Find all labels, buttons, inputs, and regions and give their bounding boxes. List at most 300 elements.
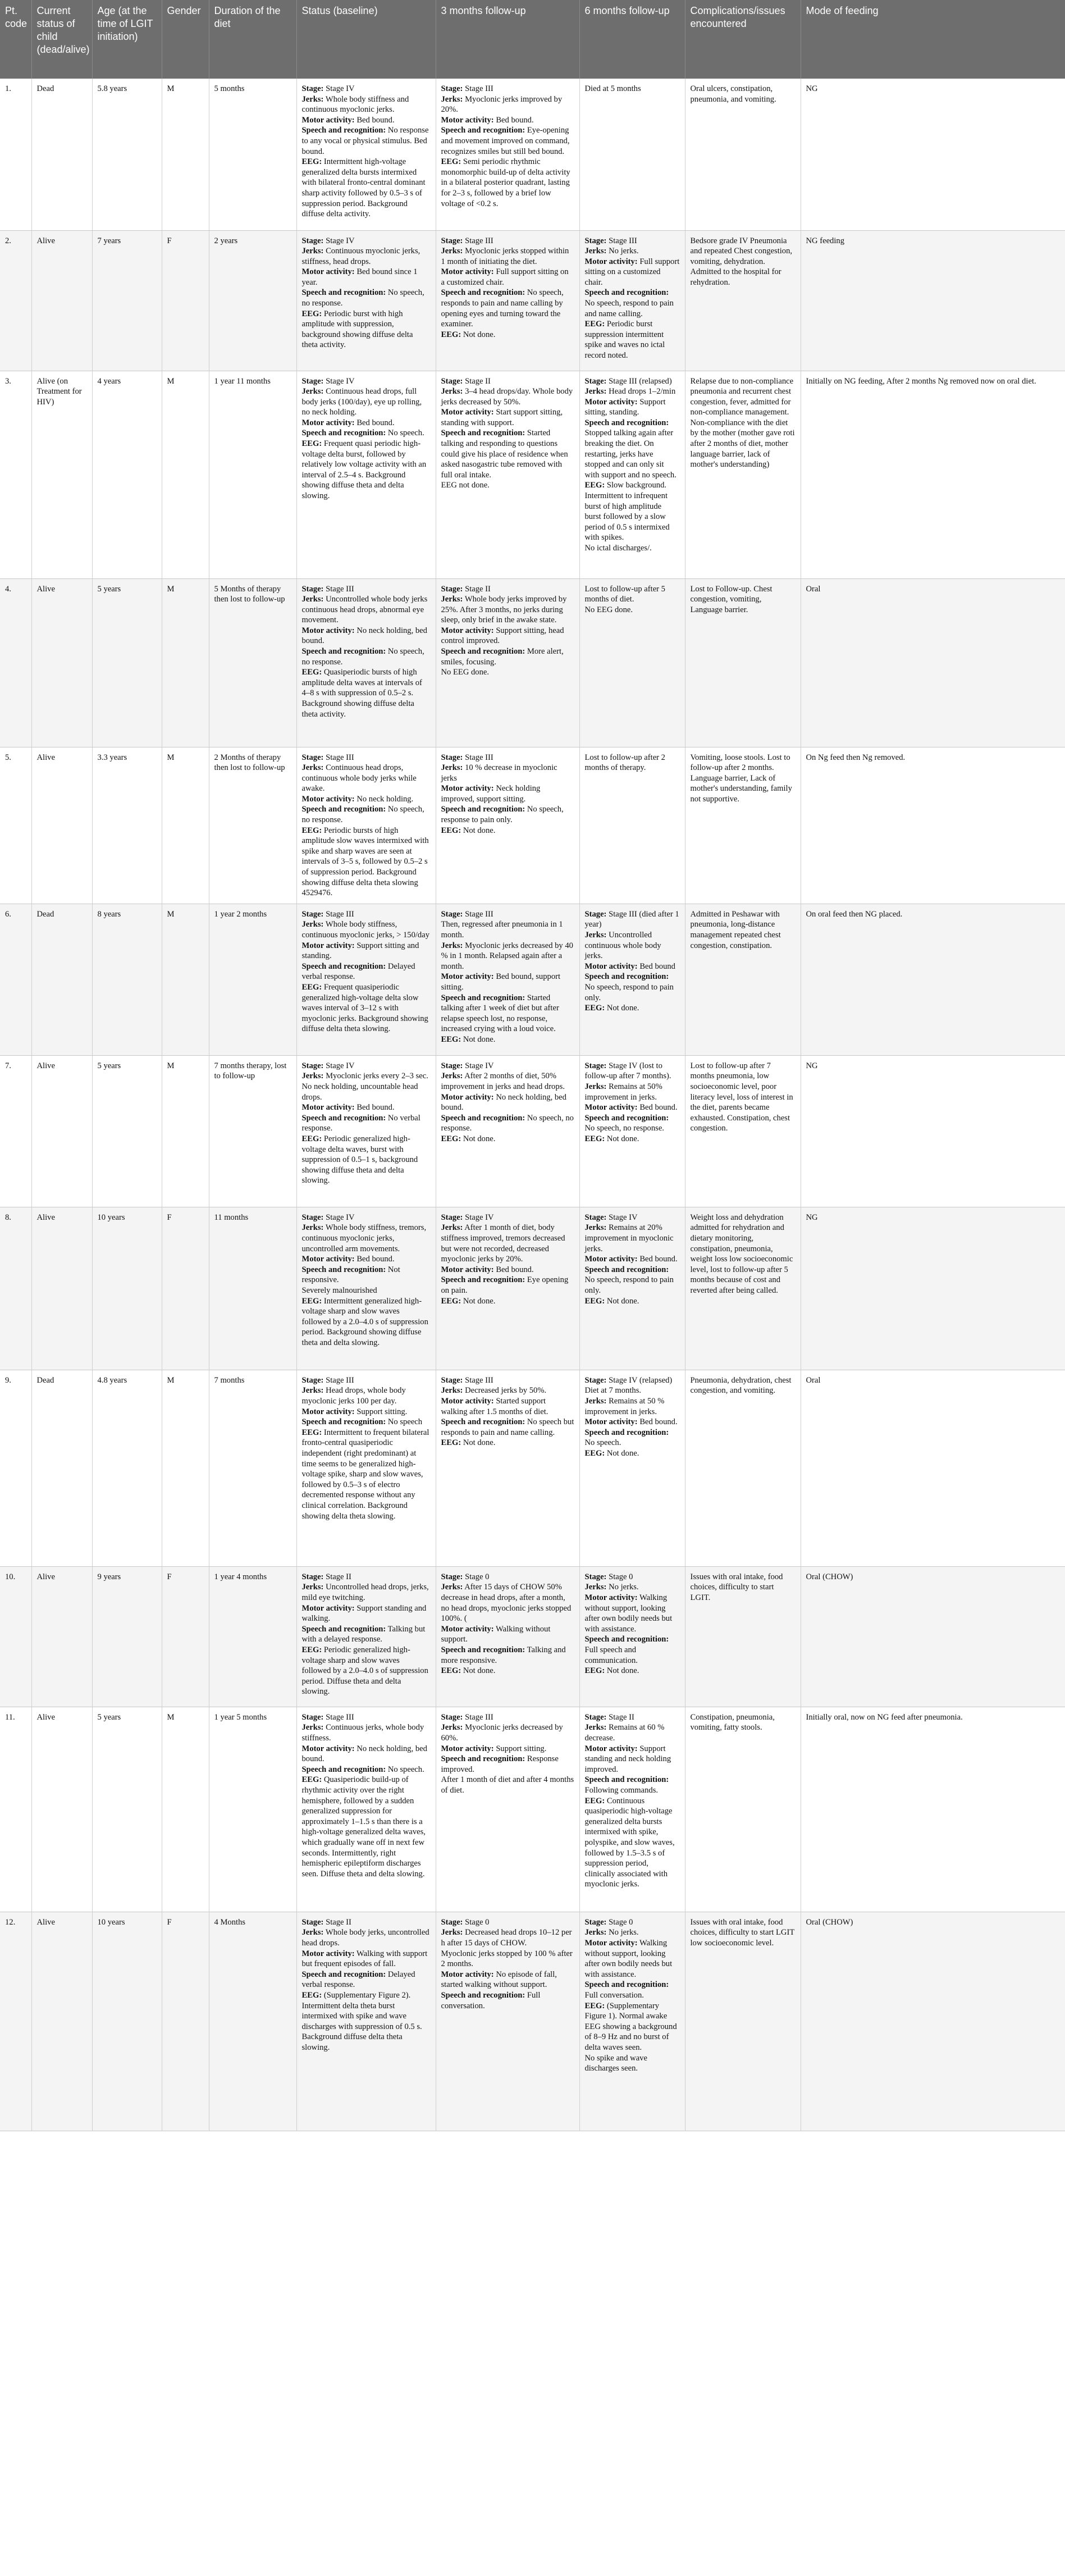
entry-label: Stage: bbox=[301, 84, 324, 93]
entry-text: Not done. bbox=[463, 1134, 496, 1143]
entry-text: After 1 month of diet, body stiffness improved, tremors decreased but were not recorded, decreased myoclonic jerks by 20%. bbox=[441, 1223, 565, 1264]
entry bbox=[585, 376, 680, 387]
cell-age: 5 years bbox=[92, 578, 162, 747]
cell-duration: 7 months bbox=[209, 1370, 296, 1566]
entry-label: Stage: bbox=[441, 909, 463, 919]
entry-label: Speech and recognition: bbox=[584, 418, 669, 427]
entry bbox=[302, 418, 431, 428]
entry-text: Delayed verbal response. bbox=[301, 961, 415, 982]
cell-m6 bbox=[579, 1707, 685, 1912]
table-row bbox=[0, 1207, 1065, 1370]
cell-complications: Relapse due to non-compliance pneumonia and recurrent chest congestion, fever, admitted for non-compliance management. Non-compliance with the diet by the mother (mother gave roti after 2 months of diet, mother language barrier, lack of mother's understanding) bbox=[685, 371, 801, 578]
entry-text: Whole body jerks, uncontrolled head drops. bbox=[301, 1928, 429, 1948]
entry-text: No speech, no response. bbox=[584, 1124, 664, 1133]
entry-text: Full support sitting on a customized chair. bbox=[584, 257, 680, 287]
cell-duration: 1 year 2 months bbox=[209, 904, 296, 1055]
entry bbox=[302, 1223, 431, 1254]
cell-gender: M bbox=[162, 904, 209, 1055]
entry-label: Stage: bbox=[301, 753, 324, 762]
entry bbox=[302, 386, 431, 418]
entry bbox=[302, 763, 431, 794]
entry-text: No spike and wave discharges seen. bbox=[584, 2053, 647, 2073]
entry-label: Motor activity: bbox=[301, 1603, 355, 1613]
entry-label: Speech and recognition: bbox=[441, 1417, 525, 1427]
entry-text: Periodic generalized high-voltage sharp and slow waves followed by a 2.0–4.0 s of suppression period. Diffuse theta and delta slowing. bbox=[301, 1645, 428, 1697]
entry-label: Stage: bbox=[584, 1212, 607, 1222]
table-row bbox=[0, 578, 1065, 747]
cell-gender: M bbox=[162, 747, 209, 904]
entry-text: Stage 0 bbox=[465, 1572, 490, 1581]
cell-code: 4. bbox=[0, 578, 31, 747]
entry bbox=[302, 667, 431, 719]
entry bbox=[441, 919, 574, 940]
entry-text: Bed bound. bbox=[356, 418, 395, 427]
entry-text: Stage II bbox=[465, 376, 491, 386]
entry-label: Jerks: bbox=[584, 247, 607, 256]
entry bbox=[441, 1666, 574, 1676]
cell-age: 10 years bbox=[92, 1207, 162, 1370]
entry-label: Motor activity: bbox=[584, 1103, 638, 1113]
col-header: Current status of child (dead/alive) bbox=[31, 0, 92, 79]
cell-age: 4 years bbox=[92, 371, 162, 578]
entry-text: Support sitting and standing. bbox=[301, 941, 419, 961]
entry-text: Start support sitting, standing with support. bbox=[441, 408, 563, 427]
entry bbox=[585, 1375, 680, 1396]
entry-label: Stage: bbox=[441, 236, 463, 245]
entry-text: Periodic generalized high-voltage delta waves, burst with suppression of 0.5–1 s, background showing diffuse theta and delta slowing. bbox=[301, 1134, 418, 1186]
table-body bbox=[0, 79, 1065, 2131]
cell-m3 bbox=[436, 747, 579, 904]
entry-label: Jerks: bbox=[301, 387, 324, 396]
entry bbox=[302, 1296, 431, 1348]
entry bbox=[441, 330, 574, 340]
entry-label: Speech and recognition: bbox=[301, 1969, 386, 1979]
entry bbox=[302, 794, 431, 805]
entry bbox=[585, 1134, 680, 1145]
entry-label: Jerks: bbox=[301, 94, 324, 104]
entry-label: Stage: bbox=[584, 1061, 607, 1070]
entry-label: Speech and recognition: bbox=[301, 961, 386, 971]
entry-label: Motor activity: bbox=[301, 1103, 355, 1113]
entry-label: Jerks: bbox=[301, 1072, 324, 1081]
entry-text: Stage II bbox=[326, 1572, 351, 1581]
entry-text: Support standing and neck holding improved. bbox=[584, 1744, 671, 1774]
entry-label: Motor activity: bbox=[441, 1744, 494, 1753]
entry bbox=[585, 909, 680, 930]
entry-text: Stage 0 bbox=[465, 1917, 490, 1927]
entry-label: Stage: bbox=[301, 909, 324, 919]
table-row bbox=[0, 747, 1065, 904]
cell-complications: Constipation, pneumonia, vomiting, fatty stools. bbox=[685, 1707, 801, 1912]
entry-label: Speech and recognition: bbox=[301, 805, 386, 814]
entry-label: Stage: bbox=[441, 753, 463, 762]
entry-text: Stage IV bbox=[326, 1061, 355, 1070]
cell-baseline bbox=[296, 578, 436, 747]
entry-text: No speech, no response. bbox=[441, 1113, 574, 1133]
entry bbox=[585, 84, 680, 94]
entry-text: Lost to follow-up after 5 months of diet. bbox=[584, 584, 665, 604]
entry-text: Intermittent generalized high-voltage sharp and slow waves followed by a 2.0–4.0 s of suppression period. Background showing diffuse theta and delta slowing. bbox=[301, 1296, 428, 1347]
entry-label: Jerks: bbox=[441, 595, 463, 604]
entry-text: Stage 0 bbox=[609, 1917, 633, 1927]
cell-m3 bbox=[436, 578, 579, 747]
entry bbox=[302, 267, 431, 288]
entry-text: Stage IV (lost to follow-up after 7 months). bbox=[584, 1061, 671, 1081]
entry-text: Not done. bbox=[606, 1004, 639, 1013]
entry-label: Jerks: bbox=[301, 247, 324, 256]
entry-label: Jerks: bbox=[441, 941, 463, 950]
entry bbox=[441, 1775, 574, 1795]
entry bbox=[302, 1428, 431, 1521]
entry-label: Stage: bbox=[584, 1375, 607, 1385]
entry-label: EEG: bbox=[301, 1775, 322, 1785]
entry bbox=[302, 1603, 431, 1624]
entry-text: Stage III bbox=[465, 753, 493, 762]
entry bbox=[302, 1744, 431, 1765]
entry bbox=[441, 1572, 574, 1583]
entry bbox=[441, 376, 574, 387]
entry bbox=[585, 1082, 680, 1102]
cell-age: 7 years bbox=[92, 230, 162, 371]
entry bbox=[302, 1969, 431, 1990]
entry-text: No speech. bbox=[584, 1438, 621, 1448]
entry-label: Speech and recognition: bbox=[441, 993, 525, 1002]
cell-baseline bbox=[296, 230, 436, 371]
entry bbox=[585, 972, 680, 1003]
entry-label: EEG: bbox=[301, 1428, 322, 1437]
entry-label: Speech and recognition: bbox=[301, 1624, 386, 1634]
entry-label: Stage: bbox=[584, 1712, 607, 1722]
entry bbox=[585, 2053, 680, 2074]
cell-status: Alive bbox=[31, 747, 92, 904]
entry bbox=[302, 115, 431, 126]
cell-m6 bbox=[579, 1912, 685, 2131]
col-header: Complications/issues encountered bbox=[685, 0, 801, 79]
entry-text: Stage III bbox=[465, 909, 493, 919]
entry bbox=[585, 1061, 680, 1082]
entry-label: Jerks: bbox=[584, 1583, 607, 1592]
entry-text: Walking with support but frequent episodes of fall. bbox=[301, 1949, 428, 1969]
entry bbox=[441, 646, 574, 667]
entry-label: Motor activity: bbox=[584, 1939, 638, 1948]
entry bbox=[585, 257, 680, 288]
entry bbox=[441, 115, 574, 126]
cell-age: 3.3 years bbox=[92, 747, 162, 904]
cell-feeding: Oral (CHOW) bbox=[801, 1566, 1065, 1707]
entry-label: Jerks: bbox=[301, 1386, 324, 1396]
entry-text: Started support walking after 1.5 months of diet. bbox=[441, 1397, 549, 1416]
entry-label: Speech and recognition: bbox=[584, 1113, 669, 1123]
entry-label: Speech and recognition: bbox=[441, 1275, 525, 1285]
entry-label: EEG: bbox=[584, 320, 605, 329]
entry bbox=[585, 1582, 680, 1593]
cell-age: 5.8 years bbox=[92, 79, 162, 230]
entry-text: Stage IV (relapsed) Diet at 7 months. bbox=[584, 1375, 673, 1396]
entry-text: Stage III (relapsed) bbox=[609, 376, 672, 386]
cell-feeding: NG bbox=[801, 1207, 1065, 1370]
entry bbox=[585, 397, 680, 418]
table-row bbox=[0, 1370, 1065, 1566]
entry-text: No speech bbox=[387, 1417, 423, 1427]
cell-m3 bbox=[436, 904, 579, 1055]
cell-m6 bbox=[579, 1370, 685, 1566]
cell-baseline bbox=[296, 747, 436, 904]
entry bbox=[302, 753, 431, 763]
entry bbox=[585, 543, 680, 554]
entry-text: Not done. bbox=[463, 826, 496, 835]
entry-text: Stage IV bbox=[326, 376, 355, 386]
entry bbox=[302, 1572, 431, 1583]
entry-label: Stage: bbox=[441, 1212, 463, 1222]
entry-label: Jerks: bbox=[441, 763, 463, 773]
entry bbox=[585, 1927, 680, 1938]
entry bbox=[585, 1448, 680, 1459]
entry-label: Motor activity: bbox=[441, 1265, 494, 1274]
entry-label: EEG: bbox=[301, 1296, 322, 1306]
entry-label: Speech and recognition: bbox=[301, 288, 386, 298]
cell-feeding: NG feeding bbox=[801, 230, 1065, 371]
entry bbox=[441, 1582, 574, 1624]
entry-text: Stage III bbox=[326, 909, 354, 919]
cell-complications: Lost to follow-up after 7 months pneumonia, low socioeconomic level, poor literacy level, loss of interest in the diet, parents became exhausted. Constipation, chest congestion. bbox=[685, 1055, 801, 1207]
cell-baseline bbox=[296, 1055, 436, 1207]
entry-text: Remains at 50% improvement in jerks. bbox=[584, 1082, 662, 1102]
entry bbox=[441, 804, 574, 825]
cell-complications: Admitted in Peshawar with pneumonia, long-distance management repeated chest congestion, constipation. bbox=[685, 904, 801, 1055]
entry bbox=[441, 941, 574, 972]
entry-text: No speech, responds to pain and name calling by opening eyes and turning toward the examiner. bbox=[441, 288, 564, 329]
entry-label: Motor activity: bbox=[441, 115, 494, 125]
entry-label: Jerks: bbox=[441, 247, 463, 256]
entry-label: Speech and recognition: bbox=[441, 428, 525, 438]
entry-text: Stage III bbox=[465, 1712, 493, 1722]
entry-text: Delayed verbal response. bbox=[301, 1969, 415, 1990]
entry bbox=[441, 826, 574, 836]
entry bbox=[585, 1113, 680, 1134]
entry-text: Not done. bbox=[463, 330, 496, 339]
cell-duration: 1 year 5 months bbox=[209, 1707, 296, 1912]
entry-label: EEG: bbox=[301, 982, 322, 992]
entry bbox=[441, 125, 574, 157]
entry-label: Speech and recognition: bbox=[584, 1265, 669, 1274]
entry-label: Stage: bbox=[441, 1375, 463, 1385]
entry bbox=[302, 1775, 431, 1879]
entry-label: Jerks: bbox=[301, 1583, 324, 1592]
entry bbox=[441, 1071, 574, 1092]
entry bbox=[441, 84, 574, 94]
cell-code: 3. bbox=[0, 371, 31, 578]
entry bbox=[302, 1265, 431, 1285]
entry-text: No neck holding, bed bound. bbox=[301, 1744, 427, 1764]
entry bbox=[302, 919, 431, 940]
cell-m3 bbox=[436, 1566, 579, 1707]
cell-duration: 11 months bbox=[209, 1207, 296, 1370]
entry-label: Motor activity: bbox=[301, 1949, 355, 1958]
cell-gender: M bbox=[162, 1370, 209, 1566]
entry-label: Jerks: bbox=[584, 1928, 607, 1937]
entry bbox=[585, 1938, 680, 1980]
entry-label: Motor activity: bbox=[584, 397, 638, 407]
entry-label: Stage: bbox=[584, 1572, 607, 1581]
entry-text: Stage III bbox=[465, 236, 493, 245]
entry-label: Motor activity: bbox=[584, 257, 638, 266]
entry-label: Motor activity: bbox=[301, 267, 355, 277]
entry-text: Bed bound. bbox=[639, 1417, 678, 1427]
entry bbox=[441, 1417, 574, 1438]
entry-label: Stage: bbox=[441, 1917, 463, 1927]
entry-text: Stage III bbox=[465, 84, 493, 93]
entry-label: Jerks: bbox=[441, 1072, 463, 1081]
cell-status: Dead bbox=[31, 904, 92, 1055]
cell-age: 8 years bbox=[92, 904, 162, 1055]
entry-text: Walking without support. bbox=[441, 1624, 551, 1644]
entry-text: No speech, no response. bbox=[301, 805, 424, 825]
entry-label: EEG: bbox=[441, 330, 461, 339]
entry-text: Stage 0 bbox=[609, 1572, 633, 1581]
entry-text: Continuous head drops, continuous whole body jerks while awake. bbox=[301, 763, 417, 794]
entry-label: Jerks: bbox=[441, 1223, 463, 1233]
cell-status: Alive bbox=[31, 1566, 92, 1707]
entry-text: No speech, no response. bbox=[301, 288, 424, 308]
entry-label: Stage: bbox=[301, 236, 324, 245]
entry-label: EEG: bbox=[584, 481, 605, 490]
entry-text: Continuous head drops, full body jerks (100/day), eye up rolling, no neck holding. bbox=[301, 387, 422, 417]
entry bbox=[585, 1396, 680, 1417]
entry-label: Motor activity: bbox=[584, 1593, 638, 1602]
cell-status: Alive bbox=[31, 230, 92, 371]
entry bbox=[441, 783, 574, 804]
entry-label: Motor activity: bbox=[441, 626, 494, 635]
entry-text: Quasiperiodic build-up of rhythmic activity over the right hemisphere, followed by a sudden generalized suppression for approximately 1–1.5 s than there is a high-voltage generalized delta waves, which gradually wane off in next few seconds. Intermittently, right hemispheric epileptiform discharges seen. Diffuse theta and delta slowing. bbox=[301, 1775, 426, 1879]
entry bbox=[441, 386, 574, 407]
cell-baseline bbox=[296, 904, 436, 1055]
entry-text: Lost to follow-up after 2 months of therapy. bbox=[584, 753, 665, 773]
entry bbox=[302, 1712, 431, 1723]
entry-label: Stage: bbox=[301, 1917, 324, 1927]
entry bbox=[585, 1980, 680, 2000]
entry-text: Walking without support, looking after own bodily needs but with assistance. bbox=[584, 1593, 673, 1634]
entry-text: Myoclonic jerks stopped by 100 % after 2 months. bbox=[441, 1949, 573, 1969]
entry bbox=[585, 1722, 680, 1743]
entry-label: Speech and recognition: bbox=[584, 1980, 669, 1990]
entry bbox=[585, 1572, 680, 1583]
entry bbox=[441, 594, 574, 626]
entry bbox=[302, 1385, 431, 1406]
col-header: 3 months follow-up bbox=[436, 0, 579, 79]
entry bbox=[441, 1385, 574, 1396]
entry-label: Stage: bbox=[441, 376, 463, 386]
entry-text: Periodic bursts of high amplitude slow waves intermixed with spike and sharp waves are seen at intervals of 3–5 s, followed by 0.5–2 s of suppression period. Background showing diffuse delta theta slowing 4529476. bbox=[301, 826, 429, 898]
entry-label: Motor activity: bbox=[441, 1092, 494, 1102]
entry bbox=[585, 1254, 680, 1265]
cell-baseline bbox=[296, 79, 436, 230]
table-row bbox=[0, 1912, 1065, 2131]
entry-label: Jerks: bbox=[584, 1223, 607, 1233]
cell-feeding: NG bbox=[801, 79, 1065, 230]
entry-text: Not done. bbox=[463, 1034, 496, 1044]
entry-label: EEG: bbox=[441, 1296, 461, 1306]
entry-text: Stage III bbox=[609, 236, 637, 245]
entry-text: Severely malnourished bbox=[301, 1285, 377, 1295]
entry-text: Stopped talking again after breaking the diet. On restarting, jerks have stopped and can only sit with support and no speech. bbox=[584, 428, 677, 480]
entry bbox=[441, 236, 574, 247]
entry-label: EEG: bbox=[301, 439, 322, 449]
entry-text: Walking without support, looking after own bodily needs but with assistance. bbox=[584, 1939, 673, 1979]
entry-text: No speech, respond to pain only. bbox=[584, 982, 674, 1002]
entry bbox=[302, 1927, 431, 1948]
table-row bbox=[0, 1707, 1065, 1912]
entry-text: Bed bound. bbox=[356, 1255, 395, 1264]
entry bbox=[302, 909, 431, 920]
entry-text: Bed bound. bbox=[496, 1265, 534, 1274]
entry-label: Speech and recognition: bbox=[441, 1113, 525, 1123]
cell-feeding: Initially on NG feeding, After 2 months Ng removed now on oral diet. bbox=[801, 371, 1065, 578]
entry-text: No response to any vocal or physical stimulus. Bed bound. bbox=[301, 126, 429, 156]
entry-text: Eye-opening and movement improved on command, recognizes smiles but still bed bound. bbox=[441, 126, 570, 156]
entry-label: Stage: bbox=[584, 376, 607, 386]
entry-label: EEG: bbox=[301, 826, 322, 835]
entry bbox=[302, 1285, 431, 1296]
entry-text: Bed bound. bbox=[356, 115, 395, 125]
entry-label: Motor activity: bbox=[441, 408, 494, 417]
cell-gender: F bbox=[162, 1912, 209, 2131]
entry-text: Periodic burst with high amplitude with suppression, background showing diffuse delta theta activity. bbox=[301, 309, 413, 350]
entry-text: Not done. bbox=[606, 1448, 639, 1458]
entry bbox=[441, 1396, 574, 1417]
entry bbox=[302, 982, 431, 1034]
entry bbox=[585, 1775, 680, 1795]
entry-label: EEG: bbox=[584, 1296, 605, 1306]
entry-text: Bed bound bbox=[639, 961, 675, 971]
entry-text: Stage II bbox=[609, 1712, 634, 1722]
entry bbox=[302, 236, 431, 247]
entry-label: Jerks: bbox=[584, 931, 607, 940]
entry bbox=[441, 1223, 574, 1264]
entry-text: Stage IV bbox=[326, 1212, 355, 1222]
cell-baseline bbox=[296, 1370, 436, 1566]
entry-text: Remains at 60 % decrease. bbox=[584, 1723, 665, 1743]
cell-m6 bbox=[579, 230, 685, 371]
cell-complications: Issues with oral intake, food choices, difficulty to start LGIT low socioeconomic level. bbox=[685, 1912, 801, 2131]
entry bbox=[585, 236, 680, 247]
entry bbox=[585, 319, 680, 361]
entry bbox=[441, 584, 574, 595]
entry bbox=[585, 1003, 680, 1014]
entry-text: 3–4 head drops/day. Whole body jerks decreased by 50%. bbox=[441, 387, 573, 407]
cell-age: 5 years bbox=[92, 1707, 162, 1912]
entry-label: EEG: bbox=[584, 1448, 605, 1458]
cell-age: 4.8 years bbox=[92, 1370, 162, 1566]
entry bbox=[302, 1254, 431, 1265]
entry-text: Uncontrolled continuous whole body jerks. bbox=[584, 931, 661, 961]
entry bbox=[441, 480, 574, 491]
entry-label: Jerks: bbox=[441, 1928, 463, 1937]
entry-text: (Supplementary Figure 1). Normal awake EEG showing a background of 8–9 Hz and no burst of delta waves seen. bbox=[584, 2001, 677, 2052]
entry-label: Jerks: bbox=[301, 1223, 324, 1233]
entry-text: Frequent quasi periodic high-voltage delta burst, followed by relatively low voltage activity with an interval of 2.5–4 s. Background showing diffuse theta and delta slowing. bbox=[301, 439, 427, 501]
entry-text: Stage III bbox=[326, 1375, 354, 1385]
entry bbox=[302, 1082, 431, 1102]
entry bbox=[302, 594, 431, 626]
entry bbox=[302, 1582, 431, 1603]
cell-code: 10. bbox=[0, 1566, 31, 1707]
entry-label: Jerks: bbox=[301, 920, 324, 929]
entry-text: Whole body stiffness, tremors, continuous myoclonic jerks, uncontrolled arm movements. bbox=[301, 1223, 427, 1253]
cell-baseline bbox=[296, 1707, 436, 1912]
entry-label: Stage: bbox=[584, 236, 607, 245]
entry bbox=[302, 288, 431, 308]
entry bbox=[441, 428, 574, 480]
